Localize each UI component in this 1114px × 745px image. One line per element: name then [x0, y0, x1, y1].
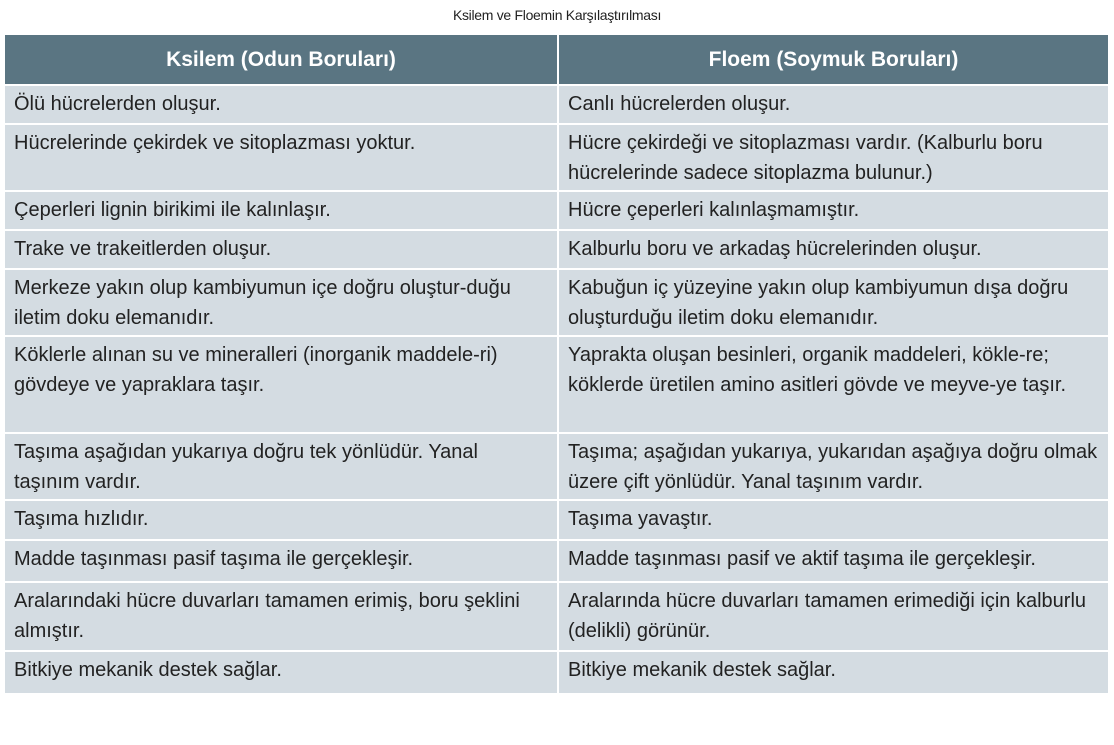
comparison-table	[5, 35, 1108, 693]
cell-floem: Hücre çekirdeği ve sitoplazması vardır. (Kalburlu boru hücrelerinde sadece sitoplazma bulunur.)	[558, 124, 1108, 191]
table-row	[5, 433, 1108, 500]
cell-ksilem: Merkeze yakın olup kambiyumun içe doğru oluştur-duğu iletim doku elemanıdır.	[5, 269, 558, 336]
cell-ksilem: Trake ve trakeitlerden oluşur.	[5, 230, 558, 269]
table-row	[5, 500, 1108, 540]
table-row	[5, 191, 1108, 230]
cell-ksilem: Köklerle alınan su ve mineralleri (inorganik maddele-ri) gövdeye ve yapraklara taşır.	[5, 336, 558, 433]
table-row	[5, 269, 1108, 336]
table-row	[5, 582, 1108, 651]
cell-floem: Taşıma; aşağıdan yukarıya, yukarıdan aşağıya doğru olmak üzere çift yönlüdür. Yanal taşınım vardır.	[558, 433, 1108, 500]
cell-floem: Kabuğun iç yüzeyine yakın olup kambiyumun dışa doğru oluşturduğu iletim doku elemanıdır.	[558, 269, 1108, 336]
cell-ksilem: Ölü hücrelerden oluşur.	[5, 85, 558, 124]
cell-floem: Taşıma yavaştır.	[558, 500, 1108, 540]
cell-floem: Kalburlu boru ve arkadaş hücrelerinden oluşur.	[558, 230, 1108, 269]
table-row	[5, 540, 1108, 582]
table-header-row	[5, 35, 1108, 85]
cell-floem: Aralarında hücre duvarları tamamen erimediği için kalburlu (delikli) görünür.	[558, 582, 1108, 651]
cell-ksilem: Taşıma hızlıdır.	[5, 500, 558, 540]
table-row	[5, 230, 1108, 269]
cell-ksilem: Bitkiye mekanik destek sağlar.	[5, 651, 558, 693]
cell-ksilem: Madde taşınması pasif taşıma ile gerçekleşir.	[5, 540, 558, 582]
table-row	[5, 651, 1108, 693]
header-floem: Floem (Soymuk Boruları)	[558, 35, 1108, 85]
cell-floem: Bitkiye mekanik destek sağlar.	[558, 651, 1108, 693]
cell-floem: Madde taşınması pasif ve aktif taşıma ile gerçekleşir.	[558, 540, 1108, 582]
table-caption: Ksilem ve Floemin Karşılaştırılması	[452, 7, 662, 23]
cell-ksilem: Taşıma aşağıdan yukarıya doğru tek yönlüdür. Yanal taşınım vardır.	[5, 433, 558, 500]
cell-ksilem: Aralarındaki hücre duvarları tamamen erimiş, boru şeklini almıştır.	[5, 582, 558, 651]
table-row	[5, 336, 1108, 433]
cell-ksilem: Hücrelerinde çekirdek ve sitoplazması yoktur.	[5, 124, 558, 191]
cell-ksilem: Çeperleri lignin birikimi ile kalınlaşır.	[5, 191, 558, 230]
cell-floem: Hücre çeperleri kalınlaşmamıştır.	[558, 191, 1108, 230]
header-ksilem: Ksilem (Odun Boruları)	[5, 35, 558, 85]
cell-floem: Canlı hücrelerden oluşur.	[558, 85, 1108, 124]
table-row	[5, 85, 1108, 124]
table-row	[5, 124, 1108, 191]
cell-floem: Yaprakta oluşan besinleri, organik maddeleri, kökle-re; köklerde üretilen amino asitleri gövde ve meyve-ye taşır.	[558, 336, 1108, 433]
